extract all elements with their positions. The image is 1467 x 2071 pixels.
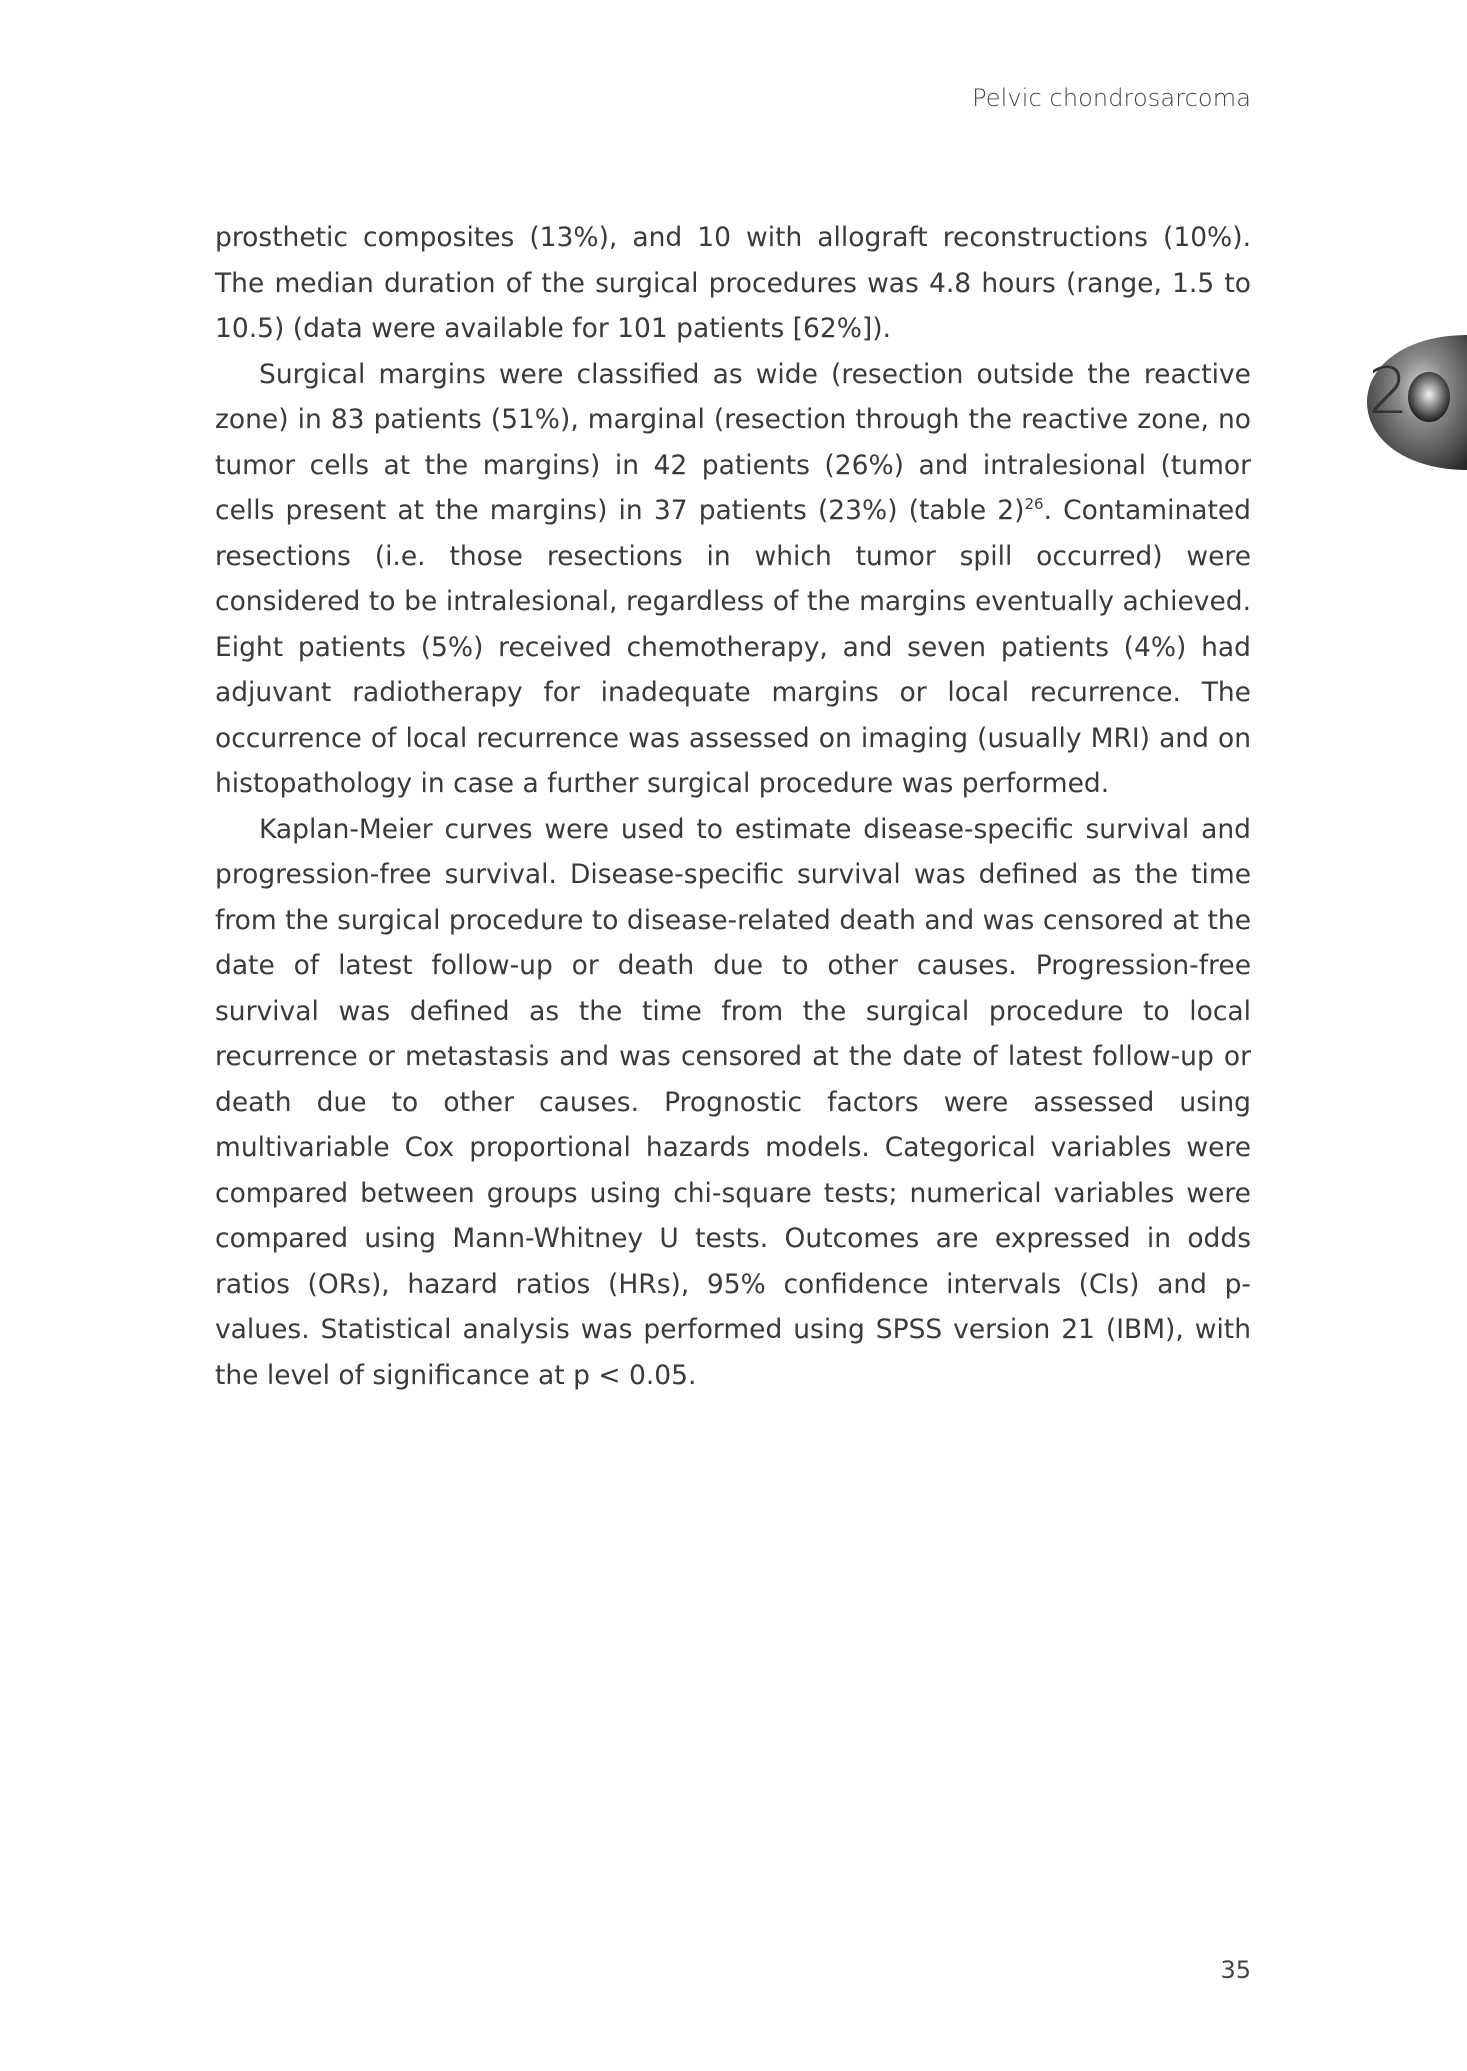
paragraph-2-text-a: Surgical margins were classified as wide (resection outside the reactive zone) in 83 patients (51%), marginal (resection through the reactive zone, no tumor cells at the margins) in 42 patients (26%) and intralesional (tumor cells present at the margins) in 37 patients (23%) (table 2) [215,358,1251,526]
paragraph-2-text-b: . Contaminated resections (i.e. those resections in which tumor spill occurred) were considered to be intralesional, regardless of the margins eventually achieved. Eight patients (5%) received chemotherapy, and seven patients (4%) had adjuvant radiotherapy for inadequate margins or local recurrence. The occurrence of local recurrence was assessed on imaging (usually MRI) and on histopathology in case a further surgical procedure was performed. [215,495,1251,799]
paragraph-1: prosthetic composites (13%), and 10 with allograft reconstructions (10%). The median duration of the surgical procedures was 4.8 hours (range, 1.5 to 10.5) (data were available for 101 patients [62%]). [215,222,1251,344]
paragraph-2 [215,352,1251,807]
paragraph-3: Kaplan-Meier curves were used to estimate disease-specific survival and progression-free survival. Disease-specific survival was defined as the time from the surgical procedure to disease-related death and was censored at the date of latest follow-up or death due to other causes. Progression-free survival was defined as the time from the surgical procedure to local recurrence or metastasis and was censored at the date of latest follow-up or death due to other causes. Prognostic factors were assessed using multivariable Cox proportional hazards models. Categorical variables were compared between groups using chi-square tests; numerical variables were compared using Mann-Whitney U tests. Outcomes are expressed in odds ratios (ORs), hazard ratios (HRs), 95% confidence intervals (CIs) and p-values. Statistical analysis was performed using SPSS version 21 (IBM), with the level of significance at p < 0.05. [215,813,1251,1391]
citation-reference: 26 [1024,495,1044,514]
chapter-number: 2 [1368,355,1409,429]
running-header: Pelvic chondrosarcoma [972,84,1251,112]
page-number: 35 [1220,1956,1251,1984]
body-text [215,215,1251,1398]
